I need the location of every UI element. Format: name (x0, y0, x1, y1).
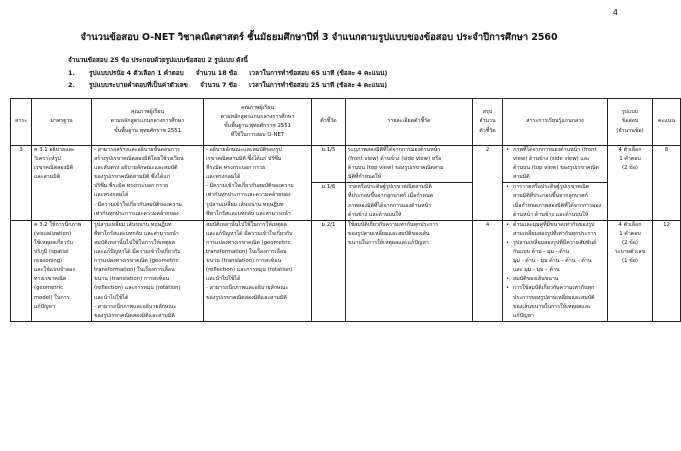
content-bullet-list (505, 221, 605, 321)
intro-item-number: 2. (68, 81, 75, 89)
text-line: และนำไปใช้ได้ (94, 294, 129, 301)
text-line: และทรงกลมได้ (206, 174, 241, 181)
text-line: ด้านหน้า ด้านข้าง และด้านบนให้ (513, 211, 589, 218)
text-line: จำนวน (479, 118, 496, 125)
text-line: ขั้นพื้นฐาน พุทธศักราช 2551 (224, 123, 291, 129)
cell-summary-count: 2 (473, 146, 503, 221)
text-line: ระบายตัวเลข (614, 249, 646, 256)
text-line: รูปสามเหลี่ยม เส้นขนาน ทฤษฎีบท (206, 201, 284, 208)
intro-item-label: รูปแบบปรนัย 4 ตัวเลือก 1 คำตอบ (89, 68, 184, 77)
text-line: • ภาพที่ได้จากการมองด้านหน้า (front (513, 147, 597, 153)
text-line: model) ในการ (34, 294, 70, 301)
text-line: ที่ประกอบขึ้นจากลูกบาศก์ เมื่อกำหนด (348, 193, 434, 200)
text-line: สามมิติ (513, 174, 530, 181)
text-line: ข้อสอบ (621, 118, 639, 125)
text-line: พีทาโกรัสและบทกลับ และสามารถนำ (206, 210, 291, 217)
content-bullet (505, 284, 605, 320)
intro-item-score: เวลาในการทำข้อสอบ 65 นาที (ข้อละ 4 คะแนน) (249, 68, 388, 77)
text-line: เมื่อกำหนดภาพสองมิติที่ได้จากการมอง (513, 202, 602, 209)
text-line: คุณภาพผู้เรียน (131, 109, 164, 116)
text-line: ด้านข้าง และด้านบนให้ (348, 211, 402, 218)
text-line: ขนานในการให้เหตุผลและแก้ปัญหา (348, 239, 429, 246)
text-line: 4 ตัวเลือก (618, 147, 642, 153)
text-line: วาดหรือประดิษฐ์รูปเรขาคณิตสามมิติ (348, 184, 432, 191)
content-bullet (505, 183, 605, 219)
intro-item-count: จำนวน 7 ข้อ (200, 81, 237, 89)
text-line: ด้านบน (top view) ของรูปเรขาคณิตสาม (348, 165, 444, 172)
text-line: (visualization) (34, 230, 72, 237)
text-line: สามมิติที่ประกอบขึ้นจากลูกบาศก์ (513, 193, 588, 200)
text-line: และ มุม - มุม – ด้าน (513, 267, 560, 274)
text-line: ของรูปเรขาคณิตสองมิติและสามมิติ (206, 294, 287, 301)
cell-strand: 3 (11, 146, 32, 221)
text-line: และทรงกลมได้ (94, 192, 129, 199)
content-bullet (505, 221, 605, 239)
cell-quality-onet (204, 146, 312, 221)
text-line: สามเหลี่ยมสองรูปที่เท่ากันทุกประการ (513, 230, 597, 237)
intro-item-label: รูปแบบระบายคำตอบที่เป็นค่าตัวเลข (89, 81, 188, 89)
text-line: พีระมิด ทรงกระบอก กรวย (206, 165, 266, 172)
text-line: - มีความเข้าใจเกี่ยวกับสมบัติของความ (94, 201, 182, 208)
text-line: reasoning) (34, 258, 63, 265)
text-line: ขนาน (translation) การสะท้อน (94, 276, 170, 283)
text-line: ของรูปเรขาคณิตสามมิติ ซึ่งได้แก่ (94, 174, 170, 181)
cell-strand (11, 220, 32, 321)
header-score: คะแนน (653, 99, 681, 146)
text-line: ด้านบน (top view) ของรูปเรขาคณิต (513, 165, 599, 172)
cell-quality (92, 146, 204, 221)
header-quality-onet (204, 99, 312, 146)
text-line: 4 ตัวเลือก (618, 221, 642, 228)
text-line: 1 คำตอบ (619, 230, 641, 237)
text-line: ของรูปสามเหลี่ยมและสมบัติของเส้น (348, 230, 430, 237)
text-line: (1 ข้อ) (622, 258, 638, 265)
text-line: วิเคราะห์รูป (34, 156, 61, 163)
page-title: จำนวนข้อสอบ O-NET วิชาคณิตศาสตร์ ชั้นมัธยมศึกษาปีที่ 3 จำแนกตามรูปแบบของข้อสอบ ประจำปีการศึกษา 2560 (80, 32, 558, 43)
cell-quality-onet (204, 220, 312, 321)
header-summary-count (473, 99, 503, 146)
text-line: ใช้สมบัติเกี่ยวกับความเท่ากันทุกประการ (348, 221, 439, 228)
text-line: • การวาดหรือประดิษฐ์รูปเรขาคณิต (513, 184, 590, 191)
cell-score: 12 (653, 220, 681, 321)
text-line: รูปสามเหลี่ยม เส้นขนาน ทฤษฎีบท (94, 221, 172, 228)
cell-indicator-detail (346, 183, 473, 220)
text-line: (จำนวนข้อ) (616, 127, 644, 134)
content-bullet (505, 146, 605, 182)
text-line: มิติที่กำหนดให้ (348, 174, 382, 181)
text-line: ตามหลักสูตรแกนกลางการศึกษา (110, 118, 185, 125)
cell-core-content (503, 220, 608, 321)
text-line: สร้างรูปเรขาคณิตสองมิติโดยใช้วงเวียน (94, 156, 184, 163)
intro-block (68, 54, 387, 92)
intro-item (68, 67, 387, 80)
table-header-row (11, 99, 681, 146)
text-line: ตามหลักสูตรแกนกลางการศึกษา (220, 113, 295, 120)
cell-indicator: ม.1/6 (312, 183, 346, 220)
header-indicator-detail: รายละเอียดตัวชี้วัด (346, 99, 473, 146)
content-bullet-list (505, 183, 605, 219)
text-line: - สามารถสร้างและอธิบายขั้นตอนการ (94, 147, 180, 153)
text-line: สมบัติเหล่านั้นไปใช้ในการให้เหตุผล (94, 239, 175, 246)
text-line: และแก้ปัญหาได้ มีความเข้าใจเกี่ยวกับ (94, 249, 181, 256)
content-bullet-list (505, 146, 605, 182)
text-line: ค 3.2 ใช้การนึกภาพ (34, 221, 82, 228)
text-line: ที่ใช้ในการสอบ O-NET (230, 132, 285, 139)
header-core-content: สาระการเรียนรู้แกนกลาง (503, 99, 608, 146)
text-line: transformation) ในเรื่องการเลื่อน (206, 249, 287, 256)
text-line: • รูปสามเหลี่ยมสองรูปที่มีความสัมพันธ์ (513, 239, 597, 246)
intro-item-count: จำนวน 18 ข้อ (195, 68, 238, 77)
content-bullet (505, 275, 605, 284)
text-line: เรขาคณิตสองมิติ (34, 165, 74, 172)
text-line: view) ด้านข้าง (side view) และ (513, 156, 590, 163)
cell-indicator: ม.2/1 (312, 220, 346, 321)
text-line: และใช้แบบจำลอง (34, 267, 75, 274)
cell-core-content (503, 183, 608, 220)
intro-item-score: เวลาในการทำข้อสอบ 25 นาที (ข้อละ 4 คะแนน) (249, 81, 388, 89)
header-exam-format (608, 99, 653, 146)
text-line: (2 ข้อ) (622, 165, 638, 172)
text-line: ปริภูมิ (spatial (34, 249, 69, 256)
cell-exam-format (608, 220, 653, 321)
cell-indicator-detail (346, 220, 473, 321)
text-line: ตัวชี้วัด (479, 127, 496, 134)
text-line: เท่ากันทุกประการและความคล้ายของ (94, 210, 179, 217)
cell-summary-count: 4 (473, 220, 503, 321)
text-line: ขนาน (translation) การสะท้อน (206, 258, 282, 265)
cell-indicator-detail (346, 146, 473, 183)
table-row (11, 146, 681, 183)
text-line: (geometric (34, 285, 63, 292)
intro-summary: จำนวนข้อสอบ 25 ข้อ ประกอบด้วยรูปแบบข้อสอบ 2 รูปแบบ ดังนี้ (68, 56, 248, 64)
cell-standard (32, 220, 92, 321)
cell-indicator: ม.1/5 (312, 146, 346, 183)
text-line: และสามมิติ (34, 174, 61, 181)
text-line: ภาพสองมิติที่ได้จากการมองด้านหน้า (348, 202, 432, 209)
cell-score: 8 (653, 146, 681, 221)
intro-item-number: 1. (68, 68, 75, 77)
table-row (11, 220, 681, 321)
text-line: และนำไปใช้ได้ (206, 276, 241, 283)
text-line: (reflection) และการหมุน (rotation) (206, 267, 293, 274)
text-line: แก้ปัญหา (34, 303, 55, 310)
text-line: การแปลงทางเรขาคณิต (geometric (206, 239, 291, 246)
text-line: กันแบบ ด้าน - มุม - ด้าน (513, 249, 570, 256)
text-line: รูปแบบ (621, 109, 639, 116)
text-line: เรขาคณิตสามมิติ ซึ่งได้แก่ ปริซึม (206, 156, 282, 163)
text-line: (front view) ด้านข้าง (side view) หรือ (348, 156, 442, 163)
text-line: การแปลงทางเรขาคณิต (geometric (94, 258, 179, 265)
text-line: และแก้ปัญหาได้ มีความเข้าใจเกี่ยวกับ (206, 230, 293, 237)
text-line: ปริซึม พีระมิด ทรงกระบอก กรวย (94, 183, 169, 190)
text-line: มุม - ด้าน - มุม ด้าน – ด้าน – ด้าน (513, 258, 592, 265)
text-line: พีทาโกรัสและบทกลับ และสามารถนำ (94, 230, 179, 237)
text-line: (reflection) และการหมุน (rotation) (94, 285, 181, 292)
text-line: สรุป (482, 109, 493, 116)
text-line: และสันตรง อธิบายลักษณะและสมบัติ (94, 165, 178, 172)
text-line: - สามารถนึกภาพและอธิบายลักษณะ (206, 285, 289, 292)
text-line: ขั้นพื้นฐาน พุทธศักราช 2551 (114, 127, 181, 134)
header-quality (92, 99, 204, 146)
text-line: ของรูปเรขาคณิตสองมิติและสามมิติ (94, 312, 175, 319)
text-line: 1 คำตอบ (619, 156, 641, 163)
text-line: ค 3.1 อธิบายและ (34, 147, 75, 153)
cell-core-content (503, 146, 608, 183)
text-line: • ด้านและมุมคู่ที่มีขนาดเท่ากันของรูป (513, 221, 595, 228)
exam-table (10, 98, 681, 322)
text-line: ทางเรขาคณิต (34, 276, 67, 283)
header-standard: มาตรฐาน (32, 99, 92, 146)
cell-standard (32, 146, 92, 221)
text-line: แก้ปัญหา (513, 312, 534, 319)
text-line: เท่ากันทุกประการและความคล้ายของ (206, 192, 291, 199)
header-indicator: ตัวชี้วัด (312, 99, 346, 146)
text-line: ใช้เหตุผลเกี่ยวกับ (34, 239, 73, 246)
text-line: • การใช้สมบัติเกี่ยวกับความเท่ากันทุก (513, 285, 595, 292)
text-line: คุณภาพผู้เรียน (241, 104, 274, 111)
intro-item (68, 79, 387, 92)
text-line: - อธิบายลักษณะและสมบัติของรูป (206, 147, 282, 153)
text-line: (2 ข้อ) (622, 239, 638, 246)
page-number: 4 (612, 8, 618, 17)
header-strand: สาระ (11, 99, 32, 146)
cell-quality (92, 220, 204, 321)
text-line: - สามารถนึกภาพและอธิบายลักษณะ (94, 303, 177, 310)
text-line: ของเส้นขนานในการให้เหตุผลและ (513, 303, 591, 310)
text-line: ประการของรูปสามเหลี่ยมและสมบัติ (513, 294, 595, 301)
text-line: - มีความเข้าใจเกี่ยวกับสมบัติของความ (206, 183, 294, 190)
text-line: ระบุภาพสองมิติที่ได้จากการมองด้านหน้า (348, 147, 441, 153)
text-line: transformation) ในเรื่องการเลื่อน (94, 267, 175, 274)
text-line: สมบัติเหล่านั้นไปใช้ในการให้เหตุผล (206, 221, 287, 228)
text-line: • สมบัติของเส้นขนาน (513, 276, 559, 283)
cell-exam-format (608, 146, 653, 221)
content-bullet (505, 239, 605, 275)
